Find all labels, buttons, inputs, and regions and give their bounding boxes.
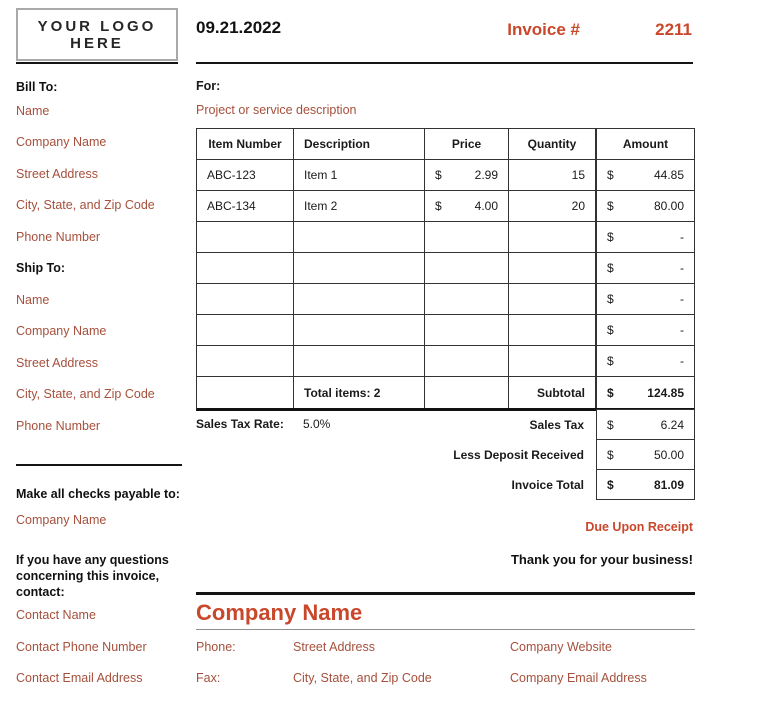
bill-to-name[interactable]: Name <box>16 104 50 118</box>
ship-to-city[interactable]: City, State, and Zip Code <box>16 387 155 401</box>
ship-to-name[interactable]: Name <box>16 293 50 307</box>
sales-tax-label: Sales Tax <box>529 417 584 432</box>
header-amount: Amount <box>597 129 694 160</box>
description-cell[interactable] <box>294 253 425 284</box>
thank-you-message: Thank you for your business! <box>510 552 693 567</box>
for-label: For: <box>196 79 221 93</box>
sales-tax-row <box>196 409 695 440</box>
amount-cell[interactable]: $ - <box>597 284 694 315</box>
table-total-row <box>197 377 694 408</box>
items-table <box>196 128 695 411</box>
header-description: Description <box>294 129 425 160</box>
logo-placeholder[interactable] <box>16 8 178 61</box>
item-number-cell[interactable]: ABC-123 <box>197 160 294 191</box>
divider <box>196 629 695 630</box>
table-row <box>197 253 694 284</box>
ship-to-street[interactable]: Street Address <box>16 356 98 370</box>
footer-company-name[interactable]: Company Name <box>196 600 363 625</box>
quantity-cell[interactable] <box>509 315 597 346</box>
table-row <box>197 284 694 315</box>
bill-to-street[interactable]: Street Address <box>16 167 98 181</box>
description-cell[interactable] <box>294 315 425 346</box>
invoice-total-value[interactable]: $ 81.09 <box>596 469 695 500</box>
bill-to-city[interactable]: City, State, and Zip Code <box>16 198 155 212</box>
ship-to-company[interactable]: Company Name <box>16 324 107 338</box>
sales-tax-value[interactable]: $ 6.24 <box>596 409 695 440</box>
invoice-total-label: Invoice Total <box>511 477 584 492</box>
quantity-cell[interactable] <box>509 222 597 253</box>
subtotal-value-cell[interactable]: $ 124.85 <box>607 385 684 400</box>
price-cell[interactable] <box>425 253 509 284</box>
subtotal-label-cell: Subtotal <box>509 377 597 408</box>
quantity-cell[interactable]: 15 <box>509 160 597 191</box>
bill-to-phone[interactable]: Phone Number <box>16 230 101 244</box>
invoice-total-row <box>196 469 695 500</box>
invoice-number-label: Invoice # <box>507 20 580 39</box>
table-header-row <box>197 129 694 160</box>
quantity-cell[interactable] <box>509 346 597 377</box>
header-price: Price <box>425 129 509 160</box>
deposit-row <box>196 439 695 470</box>
amount-cell[interactable]: $ - <box>597 222 694 253</box>
divider <box>16 62 178 64</box>
amount-cell[interactable]: $ - <box>597 315 694 346</box>
checks-payable-label: Make all checks payable to: <box>16 487 180 501</box>
description-cell[interactable] <box>294 222 425 253</box>
totals-summary <box>196 409 695 500</box>
footer-contact-grid <box>196 640 756 702</box>
description-cell[interactable]: Item 2 <box>294 191 425 222</box>
item-number-cell[interactable] <box>197 222 294 253</box>
item-number-cell[interactable] <box>197 253 294 284</box>
checks-payable-company[interactable]: Company Name <box>16 513 107 527</box>
due-upon-receipt: Due Upon Receipt <box>585 520 693 534</box>
contact-name[interactable]: Contact Name <box>16 608 96 622</box>
header-quantity: Quantity <box>509 129 597 160</box>
price-cell[interactable] <box>425 346 509 377</box>
item-number-cell[interactable]: ABC-134 <box>197 191 294 222</box>
price-cell[interactable] <box>425 315 509 346</box>
footer-city-state-zip[interactable]: City, State, and Zip Code <box>293 671 432 685</box>
description-cell[interactable] <box>294 284 425 315</box>
questions-label: If you have any questions concerning this invoice, contact: <box>16 553 169 599</box>
footer-company-website[interactable]: Company Website <box>510 640 612 654</box>
item-number-cell[interactable] <box>197 315 294 346</box>
table-row <box>197 160 694 191</box>
table-row <box>197 346 694 377</box>
price-cell[interactable] <box>425 222 509 253</box>
contact-phone[interactable]: Contact Phone Number <box>16 640 147 654</box>
divider <box>196 592 695 595</box>
item-number-cell[interactable] <box>197 346 294 377</box>
table-row <box>197 315 694 346</box>
table-row <box>197 222 694 253</box>
amount-cell[interactable]: $ - <box>597 253 694 284</box>
fax-label: Fax: <box>196 671 221 685</box>
quantity-cell[interactable] <box>509 253 597 284</box>
amount-cell[interactable]: $ 44.85 <box>597 160 694 191</box>
divider <box>16 464 182 466</box>
quantity-cell[interactable]: 20 <box>509 191 597 222</box>
sales-tax-rate-value[interactable]: 5.0% <box>303 417 331 431</box>
empty-cell <box>425 377 509 408</box>
description-cell[interactable] <box>294 346 425 377</box>
invoice-number-value[interactable]: 2211 <box>655 20 692 39</box>
deposit-value[interactable]: $ 50.00 <box>596 439 695 470</box>
contact-email[interactable]: Contact Email Address <box>16 671 143 685</box>
price-cell[interactable]: $ 2.99 <box>425 160 509 191</box>
quantity-cell[interactable] <box>509 284 597 315</box>
sales-tax-rate-label: Sales Tax Rate: <box>196 417 284 431</box>
divider <box>196 62 693 64</box>
invoice-date[interactable]: 09.21.2022 <box>196 18 282 37</box>
footer-street-address[interactable]: Street Address <box>293 640 375 654</box>
header-item-number: Item Number <box>197 129 294 160</box>
ship-to-phone[interactable]: Phone Number <box>16 419 101 433</box>
amount-cell[interactable]: $ - <box>597 346 694 377</box>
total-items-cell: Total items: 2 <box>294 377 425 408</box>
ship-to-label: Ship To: <box>16 261 66 275</box>
phone-label: Phone: <box>196 640 236 654</box>
bill-to-company[interactable]: Company Name <box>16 135 107 149</box>
price-cell[interactable]: $ 4.00 <box>425 191 509 222</box>
empty-cell <box>197 377 294 408</box>
table-row <box>197 191 694 222</box>
description-cell[interactable]: Item 1 <box>294 160 425 191</box>
for-description[interactable]: Project or service description <box>196 103 357 117</box>
logo-text: YOUR LOGO HERE <box>37 17 157 52</box>
deposit-label: Less Deposit Received <box>453 447 584 462</box>
amount-cell[interactable]: $ 80.00 <box>597 191 694 222</box>
item-number-cell[interactable] <box>197 284 294 315</box>
footer-company-email[interactable]: Company Email Address <box>510 671 647 685</box>
bill-to-label: Bill To: <box>16 80 58 94</box>
price-cell[interactable] <box>425 284 509 315</box>
